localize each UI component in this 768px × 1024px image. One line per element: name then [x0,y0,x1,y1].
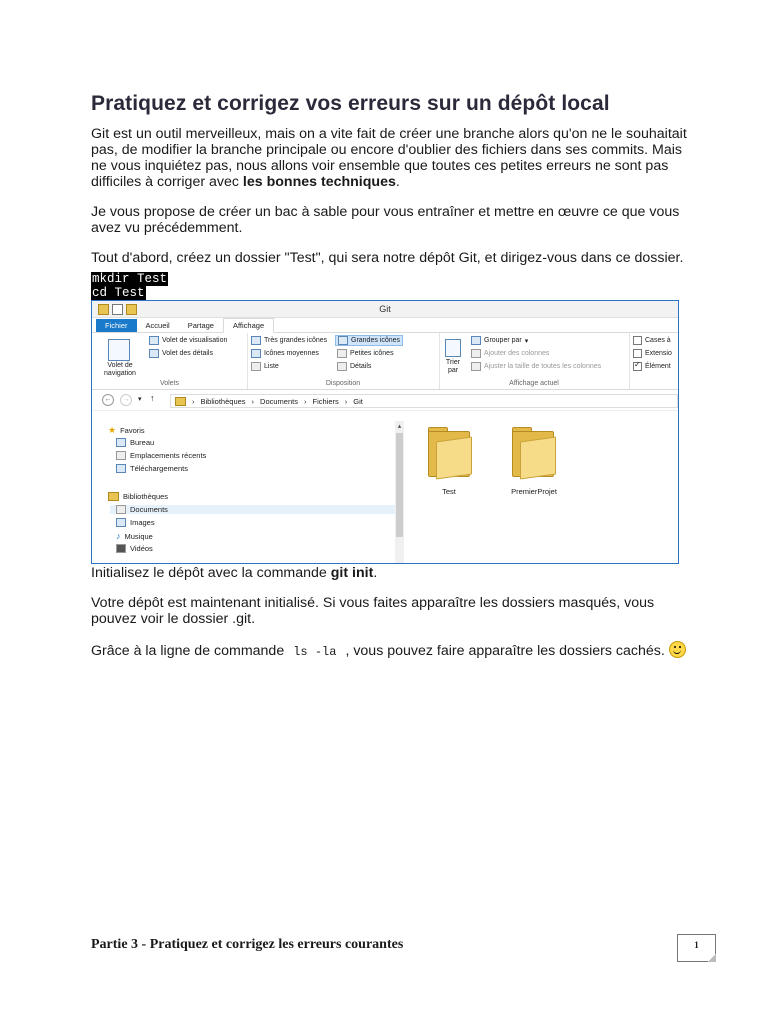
window-title: Git [379,304,391,314]
add-columns-button[interactable] [471,349,549,358]
checkbox-hidden-items[interactable] [633,362,671,371]
nav-musique[interactable] [116,531,153,541]
group-by-button[interactable] [471,336,528,345]
nav-label: Bibliothèques [123,492,169,501]
ribbon-group-show-hide [629,333,679,389]
forward-arrow-icon[interactable]: → [120,394,132,406]
paragraph-sandbox: Je vous propose de créer un bac à sable pour vous entraîner et mettre en œuvre ce que vous avez vu précédemment. [91,204,680,236]
checkbox-extensions[interactable] [633,349,672,358]
folder-icon[interactable] [510,425,556,477]
folder-premierprojet[interactable]: PremierProjet [511,487,557,496]
small-icons-icon [337,349,347,358]
document-body [91,92,691,674]
nav-label: Images [130,518,155,527]
page-number: 1 [677,934,716,962]
star-icon: ★ [108,425,117,435]
nav-label: Emplacements récents [130,451,207,460]
breadcrumb-git[interactable]: Git [353,396,363,406]
layout-large-icons[interactable] [335,335,403,346]
documents-icon [116,505,126,514]
navigation-pane-icon [108,339,130,361]
paragraph-git-init [91,565,691,581]
page-footer: Partie 3 - Pratiquez et corrigez les erreurs courantes [91,937,404,952]
nav-videos[interactable] [116,544,153,553]
details-pane-button[interactable] [149,349,213,358]
git-init-end: . [373,565,378,581]
sort-icon [445,339,461,357]
checkbox-checked[interactable] [633,362,642,371]
layout-details[interactable] [337,362,371,371]
intro-text: Git est un outil merveilleux, mais on a vite fait de créer une branche alors qu'on ne le souhaitait pas, de modifier la branche principale ou encore d'oublier des fichiers dans ses commits. Mais ne vous inquiétez pas, nous allons voir ensemble que toutes ces petites erreurs ne sont pas difficiles à corriger avec [91,126,687,190]
smiley-icon [669,641,686,658]
tab-affichage[interactable]: Affichage [223,318,274,333]
tab-accueil[interactable]: Accueil [145,321,170,330]
libraries-icon [108,492,119,501]
list-icon [251,362,261,371]
checkbox-label: Cases à [645,337,671,344]
intro-bold: les bonnes techniques [242,174,396,190]
scroll-up-icon[interactable]: ▴ [397,423,402,430]
explorer-screenshot [91,300,679,564]
nav-recents[interactable] [116,451,206,460]
ls-la-after: , vous pouvez faire apparaître les dossiers cachés. [345,643,665,659]
group-label-disposition: Disposition [325,380,361,387]
recent-dropdown-icon[interactable]: ▾ [138,396,142,403]
back-arrow-icon[interactable]: ← [102,394,114,406]
xl-icons-icon [251,336,261,345]
small-icons-label: Petites icônes [350,350,394,357]
details-pane-label: Volet des détails [162,350,213,357]
layout-list[interactable] [251,362,279,371]
code-line-mkdir: mkdir Test [92,272,168,286]
ribbon [92,333,678,390]
preview-pane-label: Volet de visualisation [162,337,228,344]
breadcrumb[interactable] [170,394,678,408]
nav-label: Favoris [120,426,145,435]
folder-icon[interactable] [426,425,472,477]
group-by-label: Grouper par [484,337,522,344]
scroll-thumb[interactable] [396,433,403,537]
checkbox[interactable] [633,349,642,358]
fit-columns-label: Ajuster la taille de toutes les colonnes [484,363,602,370]
group-label-affichage-actuel: Affichage actuel [509,380,559,387]
add-columns-label: Ajouter des colonnes [484,350,550,357]
medium-icons-label: Icônes moyennes [264,350,319,357]
ls-la-before: Grâce à la ligne de commande [91,643,285,659]
explorer-titlebar [92,301,678,318]
checkbox[interactable] [633,336,642,345]
git-init-bold: git init [330,565,374,581]
page-title: Pratiquez et corrigez vos erreurs sur un dépôt local [91,92,610,115]
nav-label: Vidéos [130,544,153,553]
nav-documents[interactable] [110,505,398,514]
tab-partage[interactable]: Partage [187,321,214,330]
nav-label: Documents [130,505,168,514]
desktop-icon [116,438,126,447]
checkbox-item-boxes[interactable] [633,336,671,345]
recent-places-icon [116,451,126,460]
nav-favoris[interactable] [108,425,145,436]
layout-medium-icons[interactable] [251,349,319,358]
inline-code-ls-la: ls -la [293,645,337,659]
layout-xl-icons[interactable] [251,336,327,345]
ribbon-group-volets [92,333,248,389]
nav-telechargements[interactable] [116,464,188,473]
paragraph-intro [91,126,691,190]
breadcrumb-separator-icon: › [192,396,195,406]
breadcrumb-separator-icon: › [344,396,348,406]
group-by-icon [471,336,481,345]
checkbox-label: Extensio [645,350,672,357]
large-icons-label: Grandes icônes [351,337,401,344]
paragraph-create-folder: Tout d'abord, créez un dossier "Test", qui sera notre dépôt Git, et dirigez-vous dans ce dossier. [91,250,684,266]
breadcrumb-documents[interactable]: Documents [260,396,298,406]
large-icons-icon [338,336,348,345]
folder-icon [175,397,186,406]
details-icon [337,362,347,371]
nav-bureau[interactable] [116,438,154,447]
details-pane-icon [149,349,159,358]
ribbon-tabs [92,318,678,333]
intro-end: . [395,174,400,190]
nav-scrollbar[interactable] [395,421,404,563]
nav-label: Téléchargements [130,464,188,473]
sort-button[interactable]: Trier par [445,359,461,374]
tab-fichier[interactable]: Fichier [96,319,137,332]
dropdown-arrow-icon: ▾ [524,337,529,345]
address-bar [92,390,678,411]
videos-icon [116,544,126,553]
navigation-pane-button[interactable]: Volet de navigation [104,362,136,377]
code-line-cd: cd Test [92,286,145,300]
music-icon: ♪ [116,531,121,541]
layout-small-icons[interactable] [337,349,394,358]
paragraph-initialized: Votre dépôt est maintenant initialisé. Si vous faites apparaître les dossiers masqués, vous pouvez voir le dossier .git. [91,595,655,627]
fit-columns-button[interactable] [471,362,601,371]
nav-bibliotheques[interactable] [108,492,168,501]
preview-pane-button[interactable] [149,336,227,345]
nav-images[interactable] [116,518,155,527]
up-arrow-icon[interactable]: ↑ [150,393,155,403]
fit-columns-icon [471,362,481,371]
list-label: Liste [264,363,279,370]
code-block [91,272,691,300]
medium-icons-icon [251,349,261,358]
breadcrumb-bibliotheques[interactable]: Bibliothèques [200,396,246,406]
folder-test[interactable]: Test [442,487,456,496]
breadcrumb-separator-icon: › [303,396,307,406]
nav-label: Musique [124,531,153,541]
images-icon [116,518,126,527]
nav-label: Bureau [130,438,155,447]
preview-pane-icon [149,336,159,345]
breadcrumb-fichiers[interactable]: Fichiers [312,396,339,406]
checkbox-label: Élément [645,363,671,370]
git-init-text: Initialisez le dépôt avec la commande [91,565,331,581]
paragraph-ls-la [91,641,691,660]
downloads-icon [116,464,126,473]
breadcrumb-separator-icon: › [251,396,255,406]
details-label: Détails [350,363,372,370]
add-columns-icon [471,349,481,358]
group-label-volets: Volets [159,380,180,387]
ribbon-group-affichage-actuel [439,333,630,389]
ribbon-group-disposition [247,333,440,389]
xl-icons-label: Très grandes icônes [264,337,328,344]
